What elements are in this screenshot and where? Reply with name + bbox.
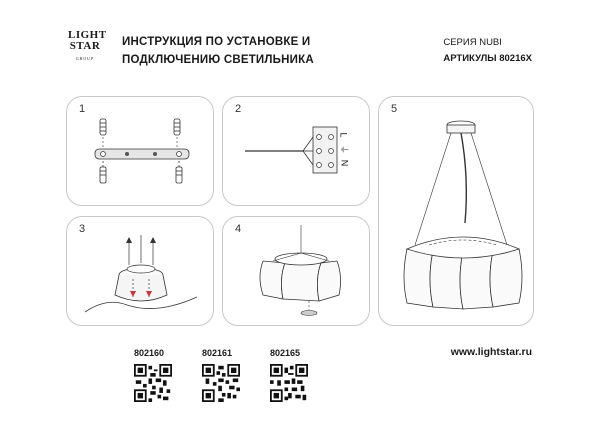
step-number: 5 xyxy=(391,103,398,115)
shade-assembly-illustration xyxy=(223,217,371,327)
wire-label-n: N xyxy=(339,159,350,167)
step-number: 3 xyxy=(79,223,86,235)
title-line-1: ИНСТРУКЦИЯ ПО УСТАНОВКЕ И xyxy=(122,36,311,48)
step-panel-4 xyxy=(222,216,370,326)
website-link[interactable]: www.lightstar.ru xyxy=(450,346,532,358)
qr-code-802160[interactable] xyxy=(134,364,172,402)
assembled-chandelier-illustration xyxy=(379,97,535,327)
brand-logo-line3: GROUP xyxy=(75,56,95,61)
step-panel-5 xyxy=(378,96,534,326)
step-panel-1 xyxy=(66,96,214,206)
canopy-mounting-illustration xyxy=(67,217,215,327)
brand-logo-line1: LIGHT xyxy=(68,29,107,41)
qr-code-802165[interactable] xyxy=(270,364,308,402)
wire-label-ground: ⏚ xyxy=(339,144,350,155)
mounting-bracket-illustration xyxy=(67,97,215,207)
document-title xyxy=(122,33,314,69)
step-number: 1 xyxy=(79,103,86,115)
series-info xyxy=(443,35,532,67)
step-number: 2 xyxy=(235,103,242,115)
brand-logo xyxy=(68,29,107,64)
article-numbers: АРТИКУЛЫ 80216X xyxy=(443,53,532,64)
product-code-802165: 802165 xyxy=(270,348,301,358)
product-code-802161: 802161 xyxy=(202,348,233,358)
brand-logo-line2: STAR xyxy=(69,40,101,52)
series-name: СЕРИЯ NUBI xyxy=(443,37,502,48)
step-number: 4 xyxy=(235,223,242,235)
qr-code-802161[interactable] xyxy=(202,364,240,402)
title-line-2: ПОДКЛЮЧЕНИЮ СВЕТИЛЬНИКА xyxy=(122,54,314,66)
wire-label-l: L xyxy=(338,132,349,138)
step-panel-3 xyxy=(66,216,214,326)
step-panel-2 xyxy=(222,96,370,206)
product-code-802160: 802160 xyxy=(134,348,165,358)
